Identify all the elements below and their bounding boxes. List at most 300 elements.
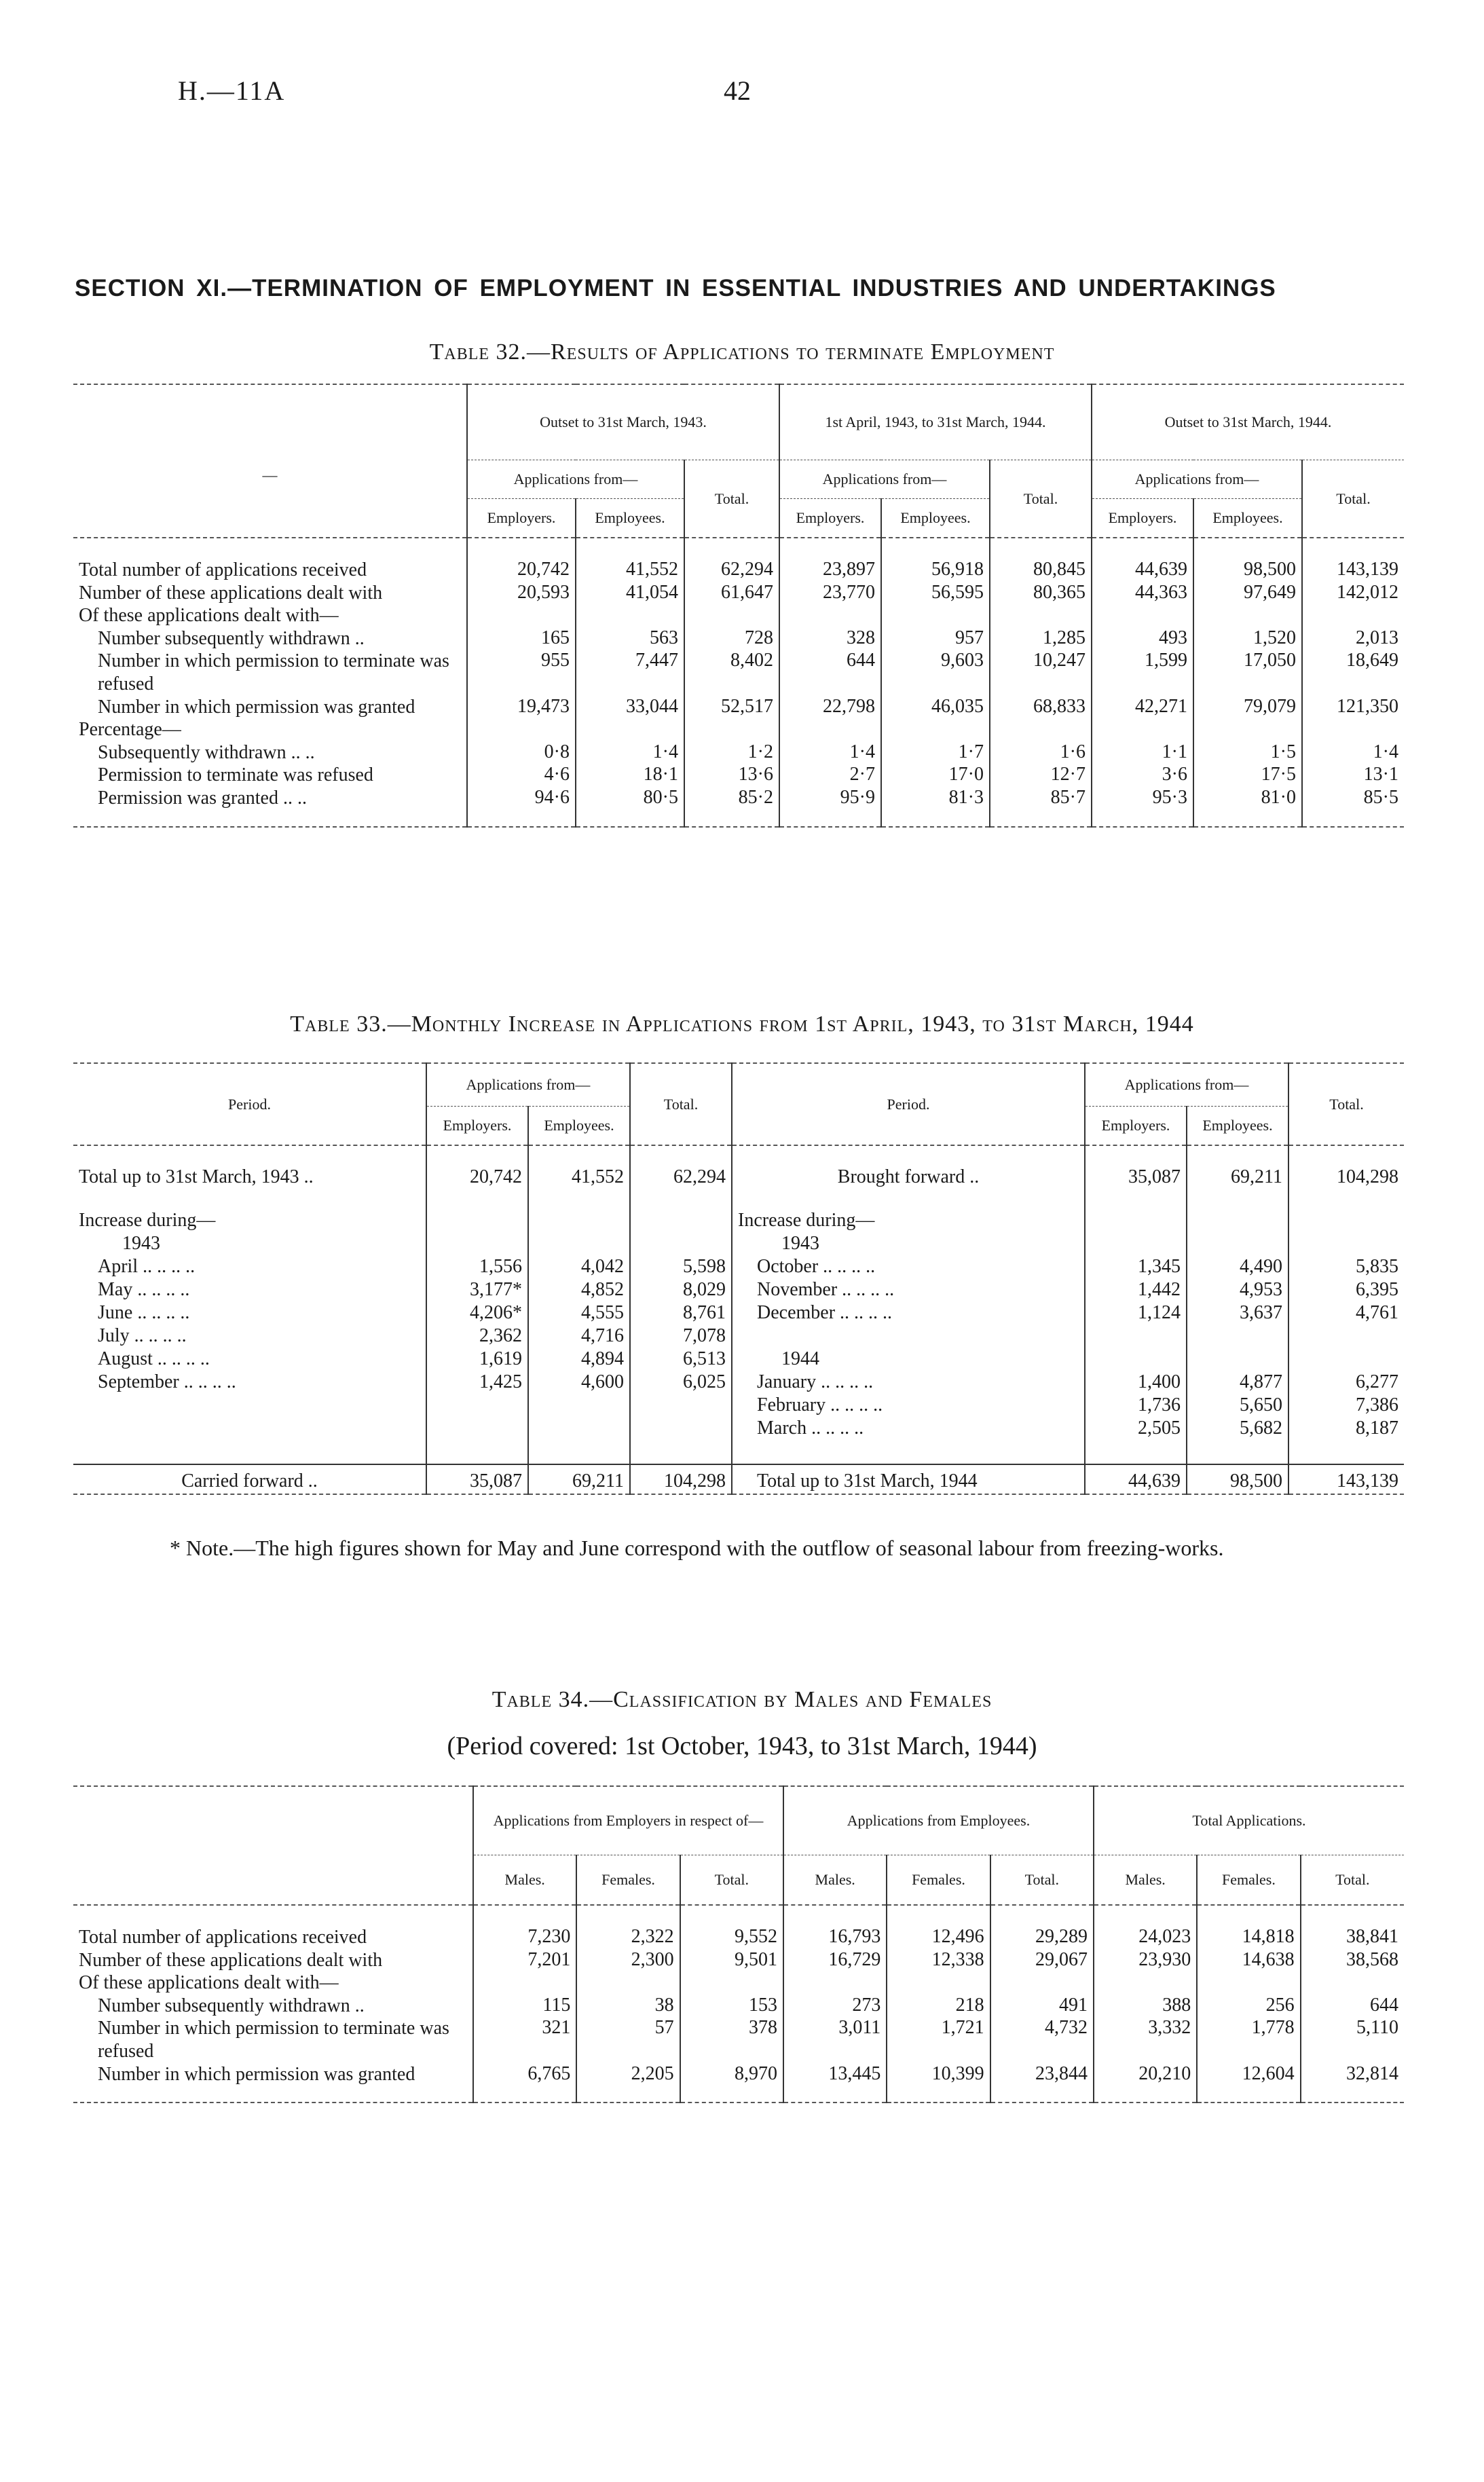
table-cell [467, 604, 576, 627]
table-cell: 1,778 [1197, 2017, 1300, 2062]
table-cell: 9,501 [680, 1949, 783, 1972]
table-cell [576, 718, 684, 741]
table-row [73, 1418, 1404, 1441]
table-cell [1187, 1348, 1288, 1371]
table-cell: 13·6 [684, 764, 779, 787]
table-cell: 321 [473, 2017, 576, 2062]
employers-header: Employers. [1092, 499, 1193, 538]
table-cell: 7,386 [1356, 1394, 1398, 1415]
table-cell: 38 [576, 1995, 680, 2018]
table-cell [680, 1971, 783, 1995]
table-cell: 80,365 [990, 582, 1092, 605]
table-cell [426, 1418, 528, 1441]
table-cell: 1,599 [1092, 650, 1193, 695]
table-cell [1094, 1971, 1197, 1995]
table-cell: 17·0 [881, 764, 990, 787]
table-cell: 563 [576, 627, 684, 650]
table-cell: 7,230 [473, 1905, 576, 1949]
table-cell [467, 718, 576, 741]
table-cell: 4·6 [467, 764, 576, 787]
table-cell: 85·7 [990, 787, 1092, 810]
table-cell: 33,044 [576, 696, 684, 719]
table-cell [684, 604, 779, 627]
table-cell: 4,206* [426, 1302, 528, 1325]
row-label: Of these applications dealt with— [73, 604, 467, 627]
total-header: Total. [680, 1855, 783, 1906]
table-row [73, 627, 1404, 650]
period-label: March .. .. .. .. [732, 1418, 1085, 1441]
table-row [73, 1145, 1404, 1210]
table-cell: 62,294 [630, 1145, 732, 1210]
total-header: Total. [990, 460, 1092, 538]
table-cell: 19,473 [467, 696, 576, 719]
table-cell [1187, 1441, 1288, 1464]
row-label: Number subsequently withdrawn .. [73, 627, 467, 650]
table-cell: 62,294 [684, 538, 779, 582]
period-label: September .. .. .. .. [73, 1371, 426, 1394]
table-cell: 20,742 [426, 1145, 528, 1210]
table-cell: 9,552 [680, 1905, 783, 1949]
table-cell: 24,023 [1094, 1905, 1197, 1949]
table-cell [1288, 1325, 1404, 1348]
table-cell: 52,517 [684, 696, 779, 719]
period-label: February .. .. .. .. [732, 1394, 1085, 1418]
table-cell: 3,011 [783, 2017, 887, 2062]
table-cell: 5,682 [1187, 1418, 1288, 1441]
spacer-row [73, 2086, 1404, 2103]
table-cell [990, 718, 1092, 741]
row-label: Number in which permission was granted [73, 696, 467, 719]
table-cell: 42,271 [1092, 696, 1193, 719]
table-cell: 6,025 [630, 1371, 732, 1394]
table-row [73, 1279, 1404, 1302]
table-cell [1187, 1210, 1288, 1233]
table-cell: 12,338 [887, 1949, 990, 1972]
applications-from-header: Applications from— [1092, 460, 1302, 499]
applications-from-header: Applications from— [1085, 1063, 1288, 1107]
period-header: Period. [73, 1063, 426, 1145]
table-cell: 1,345 [1085, 1256, 1187, 1279]
table-cell: 4,732 [990, 2017, 1094, 2062]
table-cell: 4,600 [528, 1371, 630, 1394]
table-cell [1302, 604, 1404, 627]
row-label: Of these applications dealt with— [73, 1971, 473, 1995]
table-cell: 728 [684, 627, 779, 650]
period-label: Brought forward .. [732, 1145, 1085, 1210]
table-cell: 35,087 [426, 1464, 528, 1494]
table-cell: 2,362 [426, 1325, 528, 1348]
table-cell [426, 1394, 528, 1418]
table-cell [630, 1418, 732, 1441]
table-cell [426, 1210, 528, 1233]
table-cell: 16,729 [783, 1949, 887, 1972]
table33-title: Table 33.—Monthly Increase in Applications from 1st April, 1943, to 31st March, 1944 [290, 1012, 1194, 1037]
employers-header: Employers. [779, 499, 881, 538]
total-header: Total. [1335, 1871, 1370, 1889]
table-cell [881, 604, 990, 627]
period-label: Increase during— [732, 1210, 1085, 1233]
females-header: Females. [576, 1855, 680, 1906]
table-cell: 10,247 [990, 650, 1092, 695]
row-label: Number in which permission to terminate was refused [73, 2017, 473, 2062]
table-cell: 143,139 [1337, 559, 1398, 580]
table-cell: 94·6 [467, 787, 576, 810]
table-cell: 8,029 [630, 1279, 732, 1302]
table-cell [1187, 1325, 1288, 1348]
table-cell: 4,042 [528, 1256, 630, 1279]
table-cell: 20,593 [467, 582, 576, 605]
period-label [73, 1394, 426, 1418]
table-cell: 18·1 [576, 764, 684, 787]
table-cell: 957 [881, 627, 990, 650]
table32 [73, 384, 1404, 828]
employers-header: Employers. [1085, 1107, 1187, 1146]
table34-subtitle: (Period covered: 1st October, 1943, to 31st March, 1944) [447, 1732, 1037, 1760]
table-cell: 1,425 [426, 1371, 528, 1394]
employees-header: Employees. [595, 509, 665, 527]
table-cell: 14,638 [1197, 1949, 1300, 1972]
period-label [73, 1418, 426, 1441]
table-row [73, 1371, 1404, 1394]
table-cell: 81·0 [1193, 787, 1302, 810]
table-cell: 97,649 [1193, 582, 1302, 605]
females-header: Females. [887, 1855, 990, 1906]
table-cell: 68,833 [990, 696, 1092, 719]
table-cell: 12·7 [990, 764, 1092, 787]
table34-group-header: Applications from Employers in respect of— [473, 1786, 783, 1855]
table-cell [1288, 1233, 1404, 1256]
row-label: Number in which permission to terminate was refused [73, 650, 467, 695]
row-label: Number subsequently withdrawn .. [73, 1995, 473, 2018]
table32-group-header: Outset to 31st March, 1944. [1092, 384, 1404, 460]
period-label: 1943 [73, 1233, 426, 1256]
table-cell [528, 1394, 630, 1418]
table-cell: 20,210 [1094, 2063, 1197, 2086]
table-cell: 23,930 [1094, 1949, 1197, 1972]
period-header: Period. [732, 1063, 1085, 1145]
females-header: Females. [1197, 1855, 1300, 1906]
table-cell: 1·4 [779, 741, 881, 764]
table-cell: 41,552 [576, 538, 684, 582]
table-cell: 38,841 [1346, 1926, 1398, 1947]
table-row [73, 1949, 1404, 1972]
table-row [73, 538, 1404, 582]
table-cell: 61,647 [684, 582, 779, 605]
period-label: August .. .. .. .. [73, 1348, 426, 1371]
table-cell [990, 1971, 1094, 1995]
table-cell: 0·8 [467, 741, 576, 764]
table-cell: 104,298 [630, 1464, 732, 1494]
table-cell [1092, 718, 1193, 741]
table-cell: 6,765 [473, 2063, 576, 2086]
table-row [73, 1441, 1404, 1464]
table-cell [528, 1441, 630, 1464]
table-cell [630, 1233, 732, 1256]
period-label: November .. .. .. .. [732, 1279, 1085, 1302]
table-row [73, 741, 1404, 764]
table-cell: 1·7 [881, 741, 990, 764]
table-cell: 2,013 [1356, 627, 1398, 648]
table-cell: 1,124 [1085, 1302, 1187, 1325]
table-cell [1197, 1971, 1300, 1995]
employees-header: Employees. [1212, 509, 1283, 527]
applications-from-header: Applications from— [426, 1063, 630, 1107]
table-cell [630, 1394, 732, 1418]
table-cell: 1·4 [576, 741, 684, 764]
period-label: January .. .. .. .. [732, 1371, 1085, 1394]
table-cell: 69,211 [1187, 1145, 1288, 1210]
page-header-code: H.—11A [178, 75, 286, 106]
period-label: Total up to 31st March, 1943 .. [73, 1145, 426, 1210]
table-row [73, 1348, 1404, 1371]
table-cell: 115 [473, 1995, 576, 2018]
table-row [73, 787, 1404, 810]
table-cell: 29,067 [990, 1949, 1094, 1972]
table-cell: 121,350 [1337, 695, 1398, 717]
table-cell: 44,639 [1092, 538, 1193, 582]
table-cell: 3,177* [426, 1279, 528, 1302]
total-header: Total. [990, 1855, 1094, 1906]
table-cell: 153 [680, 1995, 783, 2018]
table-cell: 13,445 [783, 2063, 887, 2086]
row-label: Number of these applications dealt with [73, 1949, 473, 1972]
table-cell: 1,400 [1085, 1371, 1187, 1394]
total-header: Total. [630, 1063, 732, 1145]
table-cell: 7,447 [576, 650, 684, 695]
table-cell: 218 [887, 1995, 990, 2018]
table-cell [1193, 718, 1302, 741]
table-cell: 1,520 [1193, 627, 1302, 650]
table-cell [528, 1418, 630, 1441]
table-cell: 8,402 [684, 650, 779, 695]
table-cell: 7,078 [630, 1325, 732, 1348]
table-cell: 1·2 [684, 741, 779, 764]
table-row [73, 1905, 1404, 1949]
table-cell: 16,793 [783, 1905, 887, 1949]
row-label: Subsequently withdrawn .. .. [73, 741, 467, 764]
table-cell [1187, 1233, 1288, 1256]
table-cell: 32,814 [1346, 2062, 1398, 2084]
table32-group-header: 1st April, 1943, to 31st March, 1944. [779, 384, 1092, 460]
table-cell [779, 604, 881, 627]
table-cell [1085, 1325, 1187, 1348]
table-cell [990, 604, 1092, 627]
total-header: Total. [684, 460, 779, 538]
period-label: May .. .. .. .. [73, 1279, 426, 1302]
table-cell: 46,035 [881, 696, 990, 719]
table-cell: 4,953 [1187, 1279, 1288, 1302]
males-header: Males. [1094, 1855, 1197, 1906]
table-cell [684, 718, 779, 741]
period-label: July .. .. .. .. [73, 1325, 426, 1348]
table-cell: 35,087 [1085, 1145, 1187, 1210]
table-cell [783, 1971, 887, 1995]
table-cell: 44,363 [1092, 582, 1193, 605]
employers-header: Employers. [467, 499, 576, 538]
table-cell: 17,050 [1193, 650, 1302, 695]
table-cell: 644 [779, 650, 881, 695]
table-cell [1302, 718, 1404, 741]
row-label: Percentage— [73, 718, 467, 741]
table-cell [1288, 1348, 1404, 1371]
row-label: Number in which permission was granted [73, 2063, 473, 2086]
table33 [73, 1062, 1404, 1495]
period-label: December .. .. .. .. [732, 1302, 1085, 1325]
table-cell [528, 1210, 630, 1233]
table-row [73, 1302, 1404, 1325]
row-label: Total number of applications received [73, 1905, 473, 1949]
table-cell: 273 [783, 1995, 887, 2018]
table-cell: 491 [990, 1995, 1094, 2018]
table-cell: 5,110 [1356, 2017, 1398, 2039]
table-cell: 4,716 [528, 1325, 630, 1348]
table-cell: 1,556 [426, 1256, 528, 1279]
period-label: 1944 [732, 1348, 1085, 1371]
table-cell: 644 [1370, 1994, 1398, 2016]
table-cell: 17·5 [1193, 764, 1302, 787]
table-cell: 1·5 [1193, 741, 1302, 764]
table-cell: 23,897 [779, 538, 881, 582]
table34-group-header: Total Applications. [1094, 1786, 1404, 1855]
table-cell [528, 1233, 630, 1256]
table-cell: 95·9 [779, 787, 881, 810]
table-cell: 79,079 [1193, 696, 1302, 719]
table-cell: 85·5 [1363, 786, 1398, 808]
table-row [73, 1210, 1404, 1233]
row-label: Total number of applications received [73, 538, 467, 582]
table-cell: 328 [779, 627, 881, 650]
total-header: Total. [1302, 460, 1404, 538]
males-header: Males. [473, 1855, 576, 1906]
table-cell: 955 [467, 650, 576, 695]
table34-stub-header [73, 1786, 473, 1905]
table-cell [881, 718, 990, 741]
table-cell: 4,555 [528, 1302, 630, 1325]
table-cell: 8,187 [1356, 1418, 1398, 1439]
table-cell: 2·7 [779, 764, 881, 787]
table-cell: 23,844 [990, 2063, 1094, 2086]
page-number: 42 [724, 75, 751, 106]
period-label: October .. .. .. .. [732, 1256, 1085, 1279]
table-row [73, 1233, 1404, 1256]
table-cell: 5,650 [1187, 1394, 1288, 1418]
table-row [73, 1971, 1404, 1995]
table-row [73, 650, 1404, 695]
table-cell: 7,201 [473, 1949, 576, 1972]
table-cell: 98,500 [1187, 1464, 1288, 1494]
table-cell [576, 1971, 680, 1995]
table-cell: 29,289 [990, 1905, 1094, 1949]
table-cell [1085, 1348, 1187, 1371]
table-cell: 1·1 [1092, 741, 1193, 764]
table-cell: 8,970 [680, 2063, 783, 2086]
table-row [73, 2017, 1404, 2062]
row-label: Number of these applications dealt with [73, 582, 467, 605]
table-row [73, 718, 1404, 741]
row-label: Permission to terminate was refused [73, 764, 467, 787]
table-cell: 80,845 [990, 538, 1092, 582]
table32-title: Table 32.—Results of Applications to terminate Employment [429, 339, 1055, 365]
table-cell: 56,918 [881, 538, 990, 582]
table-cell: 2,205 [576, 2063, 680, 2086]
table-cell: 1,442 [1085, 1279, 1187, 1302]
period-label: June .. .. .. .. [73, 1302, 426, 1325]
table-cell: 12,496 [887, 1905, 990, 1949]
period-label: 1943 [732, 1233, 1085, 1256]
period-label [732, 1325, 1085, 1348]
table-cell [630, 1210, 732, 1233]
table-cell: 1·4 [1373, 741, 1398, 762]
table-cell: 1,619 [426, 1348, 528, 1371]
table-cell [473, 1971, 576, 1995]
table-cell: 98,500 [1193, 538, 1302, 582]
table-cell: 1·6 [990, 741, 1092, 764]
table33-footnote: * Note.—The high figures shown for May and June correspond with the outflow of seasonal labour from freezing-works. [170, 1536, 1224, 1560]
table34-group-header: Applications from Employees. [783, 1786, 1094, 1855]
table-cell: 493 [1092, 627, 1193, 650]
table-cell [1085, 1233, 1187, 1256]
table-cell: 6,395 [1356, 1279, 1398, 1300]
table-cell: 6,277 [1356, 1371, 1398, 1392]
period-label: April .. .. .. .. [73, 1256, 426, 1279]
table-cell: 95·3 [1092, 787, 1193, 810]
table-cell: 4,761 [1356, 1302, 1398, 1323]
table-cell [1092, 604, 1193, 627]
table-cell: 20,742 [467, 538, 576, 582]
table-cell: 57 [576, 2017, 680, 2062]
table-cell: 143,139 [1288, 1464, 1404, 1494]
employees-header: Employees. [544, 1117, 614, 1134]
table-cell [1288, 1210, 1404, 1233]
table-cell: 5,598 [630, 1256, 732, 1279]
table-cell [1193, 604, 1302, 627]
row-label: Permission was granted .. .. [73, 787, 467, 810]
table34 [73, 1785, 1404, 2103]
table-cell: 5,835 [1356, 1256, 1398, 1277]
table-cell: 4,877 [1187, 1371, 1288, 1394]
table-cell [1301, 1971, 1404, 1995]
table-cell: 1,736 [1085, 1394, 1187, 1418]
applications-from-header: Applications from— [779, 460, 990, 499]
table34-title: Table 34.—Classification by Males and Females [491, 1687, 993, 1712]
table-row [73, 1325, 1404, 1348]
table-cell: 3,332 [1094, 2017, 1197, 2062]
table-row [73, 696, 1404, 719]
table-cell: 6,513 [630, 1348, 732, 1371]
males-header: Males. [783, 1855, 887, 1906]
table-cell: 56,595 [881, 582, 990, 605]
table-cell: 8,761 [630, 1302, 732, 1325]
period-label: Increase during— [73, 1210, 426, 1233]
table-cell: 1,285 [990, 627, 1092, 650]
table-cell: 388 [1094, 1995, 1197, 2018]
table-cell [576, 604, 684, 627]
period-label [73, 1441, 426, 1464]
employees-header: Employees. [900, 509, 971, 527]
table-cell: 378 [680, 2017, 783, 2062]
table-cell: 41,054 [576, 582, 684, 605]
table-cell: 69,211 [528, 1464, 630, 1494]
table-cell [1085, 1210, 1187, 1233]
table-cell: 12,604 [1197, 2063, 1300, 2086]
table-cell: 18,649 [1346, 650, 1398, 671]
table-cell: 142,012 [1337, 581, 1398, 603]
period-label: Carried forward .. [73, 1464, 426, 1494]
table-cell: 23,770 [779, 582, 881, 605]
table-row [73, 582, 1404, 605]
table-cell: 38,568 [1346, 1948, 1398, 1970]
table32-group-header: Outset to 31st March, 1943. [467, 384, 779, 460]
